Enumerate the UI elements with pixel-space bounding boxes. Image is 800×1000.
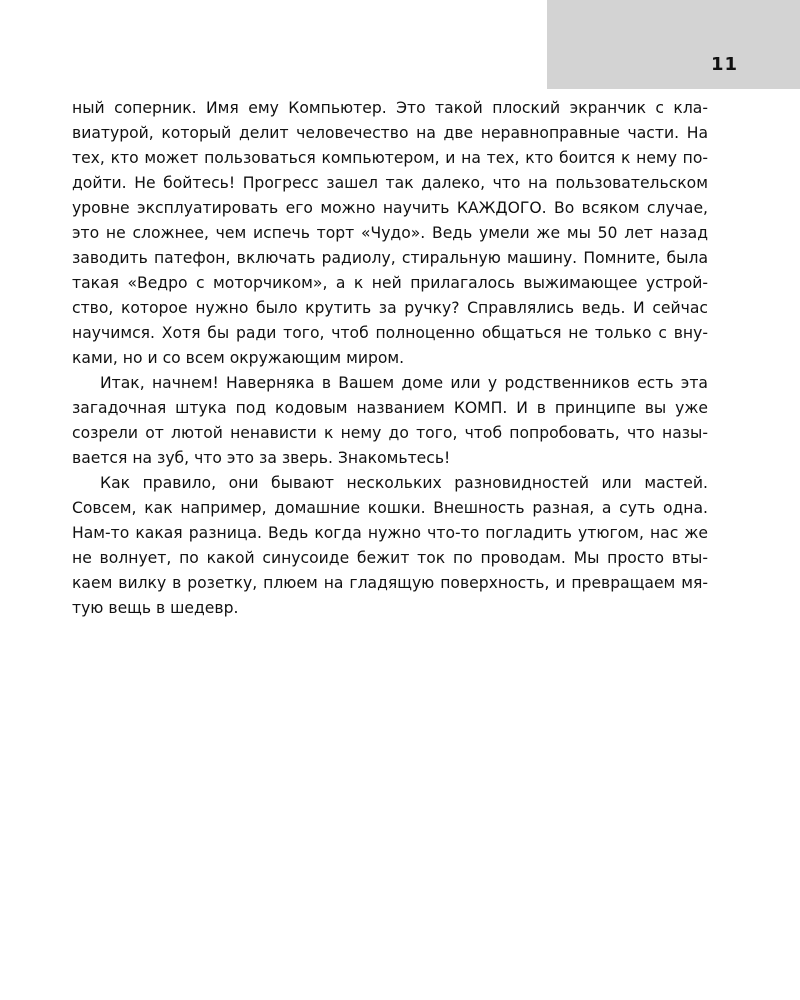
text-line: каем вилку в розетку, плюем на гладящую поверхность, и превращаем мя- [72, 574, 708, 592]
page-number-tab [547, 0, 800, 89]
text-line: ство, которое нужно было крутить за ручку? Справлялись ведь. И сейчас [72, 299, 708, 317]
paragraph [72, 471, 708, 621]
paragraph [72, 371, 708, 471]
text-line: уровне эксплуатировать его можно научить КАЖДОГО. Во всяком случае, [72, 199, 708, 217]
text-line: тую вещь в шедевр. [72, 599, 239, 617]
text-line: ками, но и со всем окружающим миром. [72, 349, 405, 367]
text-line: не волнует, по какой синусоиде бежит ток по проводам. Мы просто вты- [72, 549, 708, 567]
text-line: такая «Ведро с моторчиком», а к ней прилагалось выжимающее устрой- [72, 274, 708, 292]
text-line: научимся. Хотя бы ради того, чтоб полноценно общаться не только с вну- [72, 324, 708, 342]
text-line: дойти. Не бойтесь! Прогресс зашел так далеко, что на пользовательском [72, 174, 708, 192]
text-line: вается на зуб, что это за зверь. Знакомьтесь! [72, 449, 451, 467]
body-text [72, 96, 708, 621]
text-line: загадочная штука под кодовым названием КОМП. И в принципе вы уже [72, 399, 708, 417]
text-line: созрели от лютой ненависти к нему до того, чтоб попробовать, что назы- [72, 424, 708, 442]
text-line: Совсем, как например, домашние кошки. Внешность разная, а суть одна. [72, 499, 708, 517]
text-line: это не сложнее, чем испечь торт «Чудо». Ведь умели же мы 50 лет назад [72, 224, 708, 242]
text-line: ный соперник. Имя ему Компьютер. Это такой плоский экранчик с кла- [72, 99, 708, 117]
text-line: виатурой, который делит человечество на две неравноправные части. На [72, 124, 708, 142]
text-line: Как правило, они бывают нескольких разновидностей или мастей. [100, 474, 708, 492]
text-line: Итак, начнем! Наверняка в Вашем доме или у родственников есть эта [100, 374, 708, 392]
text-line: заводить патефон, включать радиолу, стиральную машину. Помните, была [72, 249, 708, 267]
text-line: тех, кто может пользоваться компьютером, и на тех, кто боится к нему по- [72, 149, 708, 167]
paragraph [72, 96, 708, 371]
text-line: Нам-то какая разница. Ведь когда нужно что-то погладить утюгом, нас же [72, 524, 708, 542]
page-number: 11 [710, 54, 738, 75]
